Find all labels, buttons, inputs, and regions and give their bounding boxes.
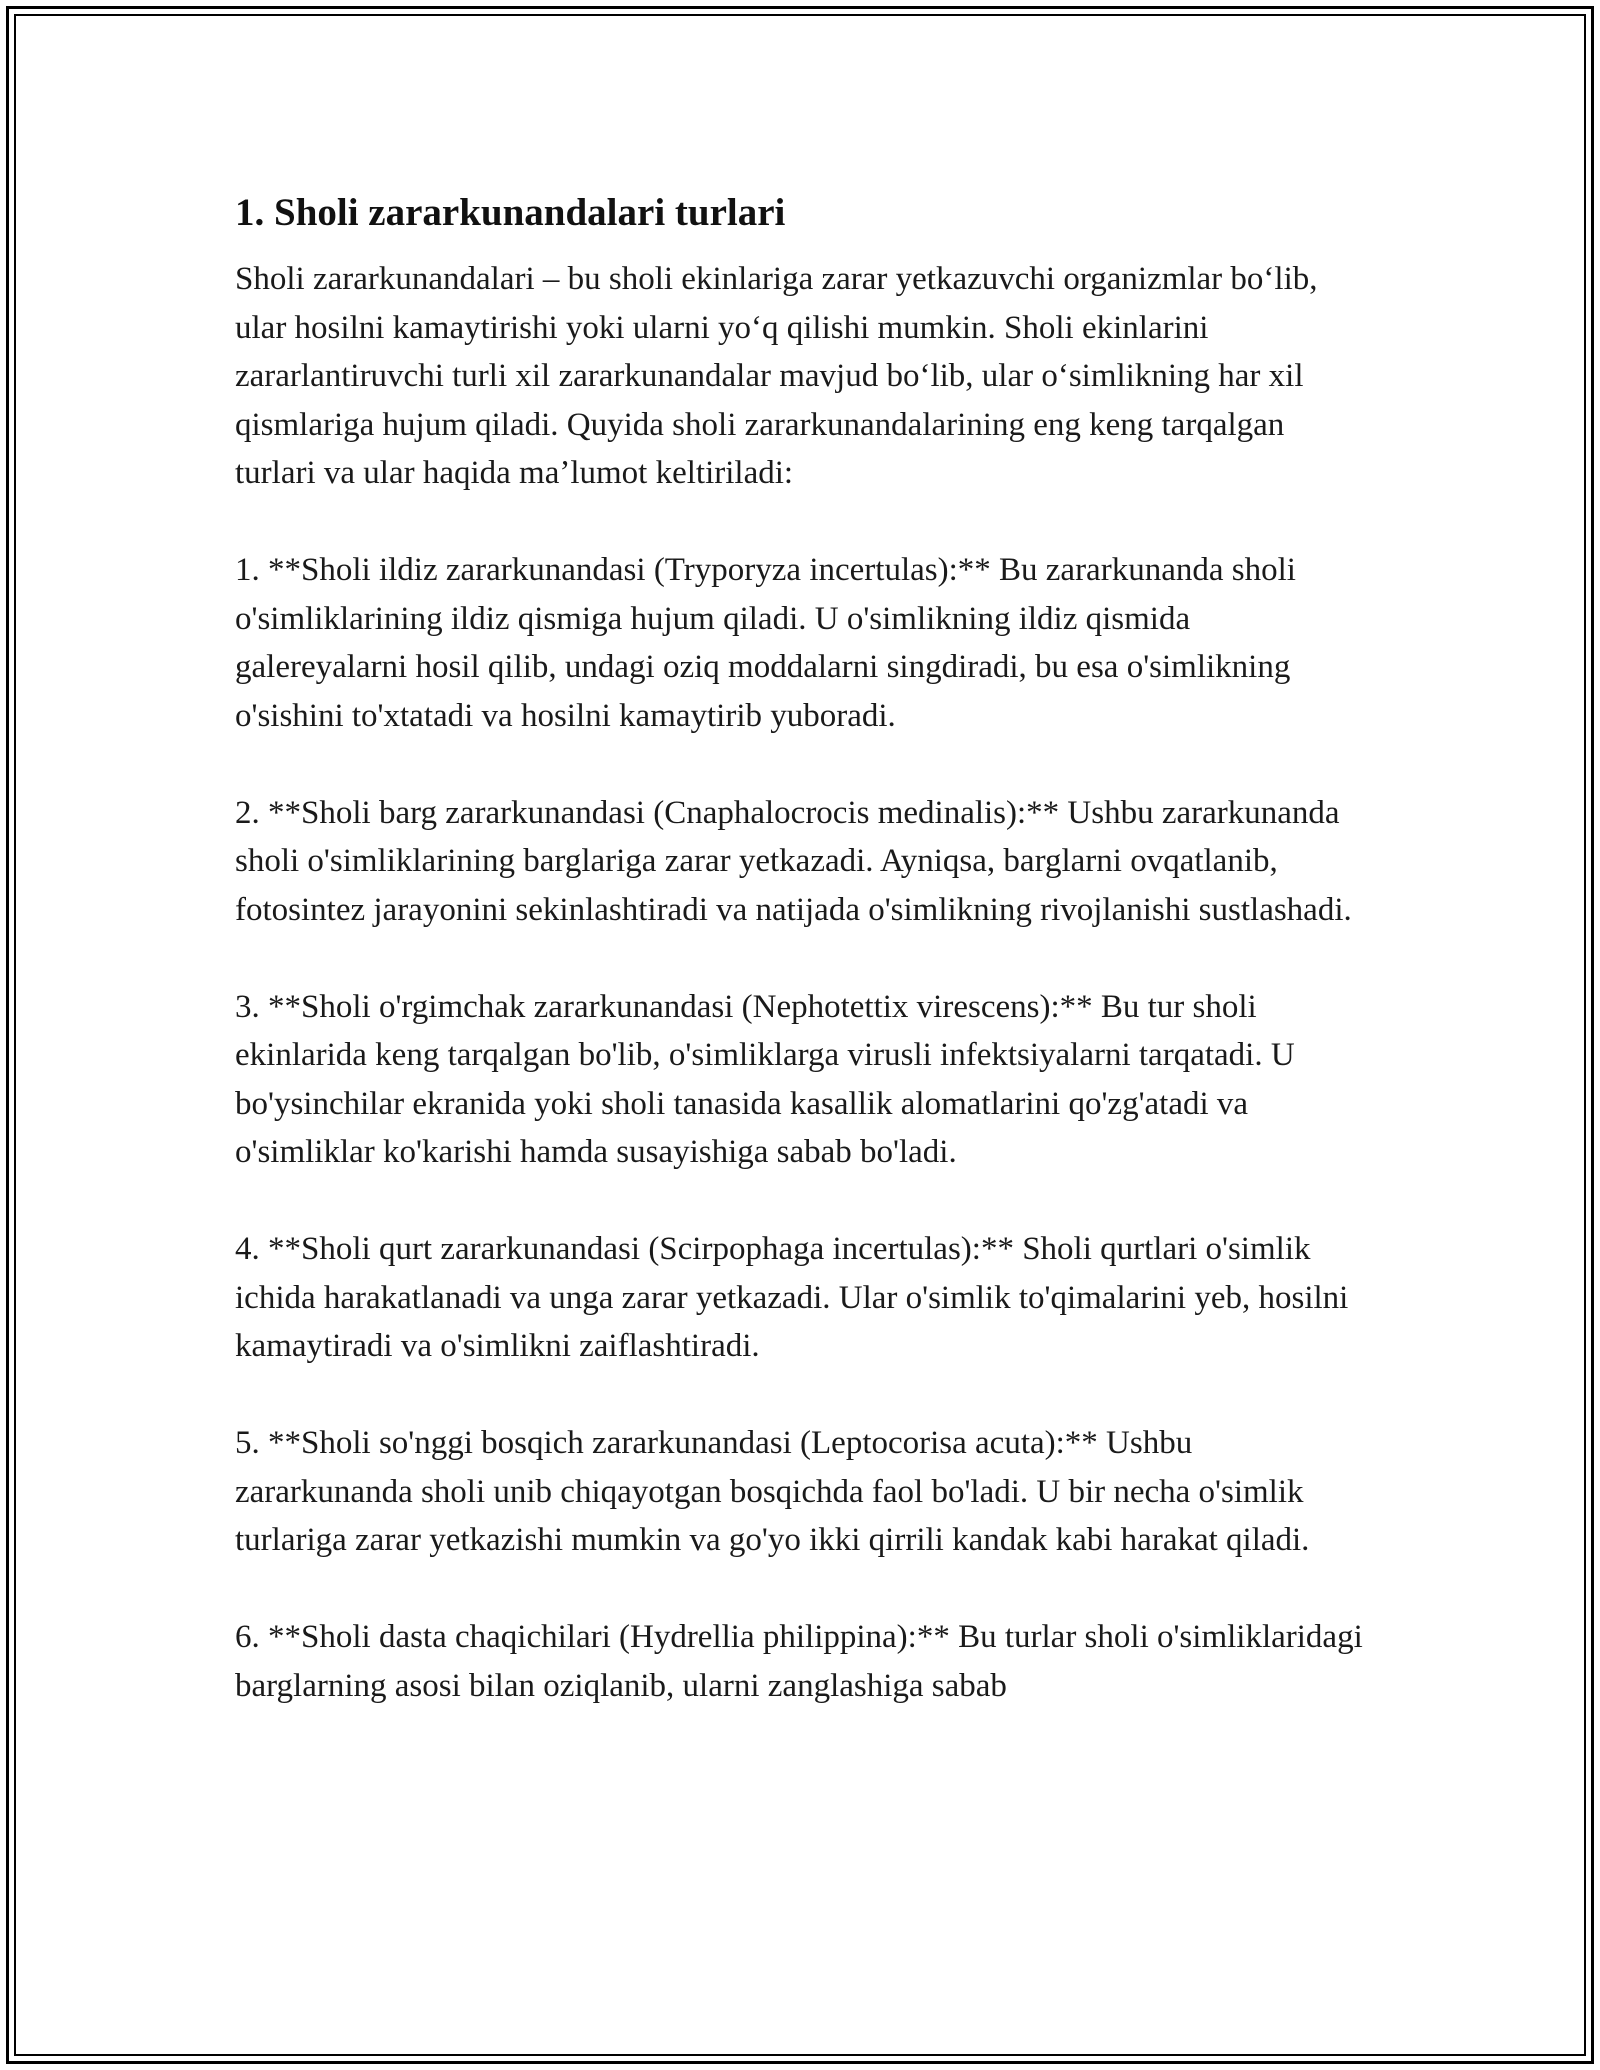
document-body [235,185,1365,1710]
list-item-paragraph: 3. **Sholi o'rgimchak zararkunandasi (Nephotettix virescens):** Bu tur sholi ekinlarida keng tarqalgan bo'lib, o'simliklarga virusli infektsiyalarni tarqatadi. U bo'ysinchilar ekranida yoki sholi tanasida kasallik alomatlarini qo'zg'atadi va o'simliklar ko'karishi hamda susayishiga sabab bo'ladi. [235,988,1295,1170]
intro-paragraph: Sholi zararkunandalari – bu sholi ekinlariga zarar yetkazuvchi organizmlar boʻlib, ular hosilni kamaytirishi yoki ularni yoʻq qilishi mumkin. Sholi ekinlarini zararlantiruvchi turli xil zararkunandalar mavjud boʻlib, ular oʻsimlikning har xil qismlariga hujum qiladi. Quyida sholi zararkunandalarining eng keng tarqalgan turlari va ular haqida maʼlumot keltiriladi: [235,261,1318,491]
list-item-paragraph: 5. **Sholi so'nggi bosqich zararkunandasi (Leptocorisa acuta):** Ushbu zararkunanda sholi unib chiqayotgan bosqichda faol bo'ladi. U bir necha o'simlik turlariga zarar yetkazishi mumkin va go'yo ikki qirrili kandak kabi harakat qiladi. [235,1425,1310,1558]
list-item-paragraph: 1. **Sholi ildiz zararkunandasi (Tryporyza incertulas):** Bu zararkunanda sholi o'simliklarining ildiz qismiga hujum qiladi. U o'simlikning ildiz qismida galereyalarni hosil qilib, undagi oziq moddalarni singdiradi, bu esa o'simlikning o'sishini to'xtatadi va hosilni kamaytirib yuboradi. [235,552,1296,734]
section-heading: 1. Sholi zararkunandalari turlari [235,191,786,234]
list-item-paragraph: 2. **Sholi barg zararkunandasi (Cnaphalocrocis medinalis):** Ushbu zararkunanda sholi o'simliklarining barglariga zarar yetkazadi. Ayniqsa, barglarni ovqatlanib, fotosintez jarayonini sekinlashtiradi va natijada o'simlikning rivojlanishi sustlashadi. [235,794,1352,928]
list-item-paragraph: 4. **Sholi qurt zararkunandasi (Scirpophaga incertulas):** Sholi qurtlari o'simlik ichida harakatlanadi va unga zarar yetkazadi. Ular o'simlik to'qimalarini yeb, hosilni kamaytiradi va o'simlikni zaiflashtiradi. [235,1231,1349,1364]
list-item-paragraph: 6. **Sholi dasta chaqichilari (Hydrellia philippina):** Bu turlar sholi o'simliklaridagi barglarning asosi bilan oziqlanib, ularni zanglashiga sabab [235,1619,1363,1704]
